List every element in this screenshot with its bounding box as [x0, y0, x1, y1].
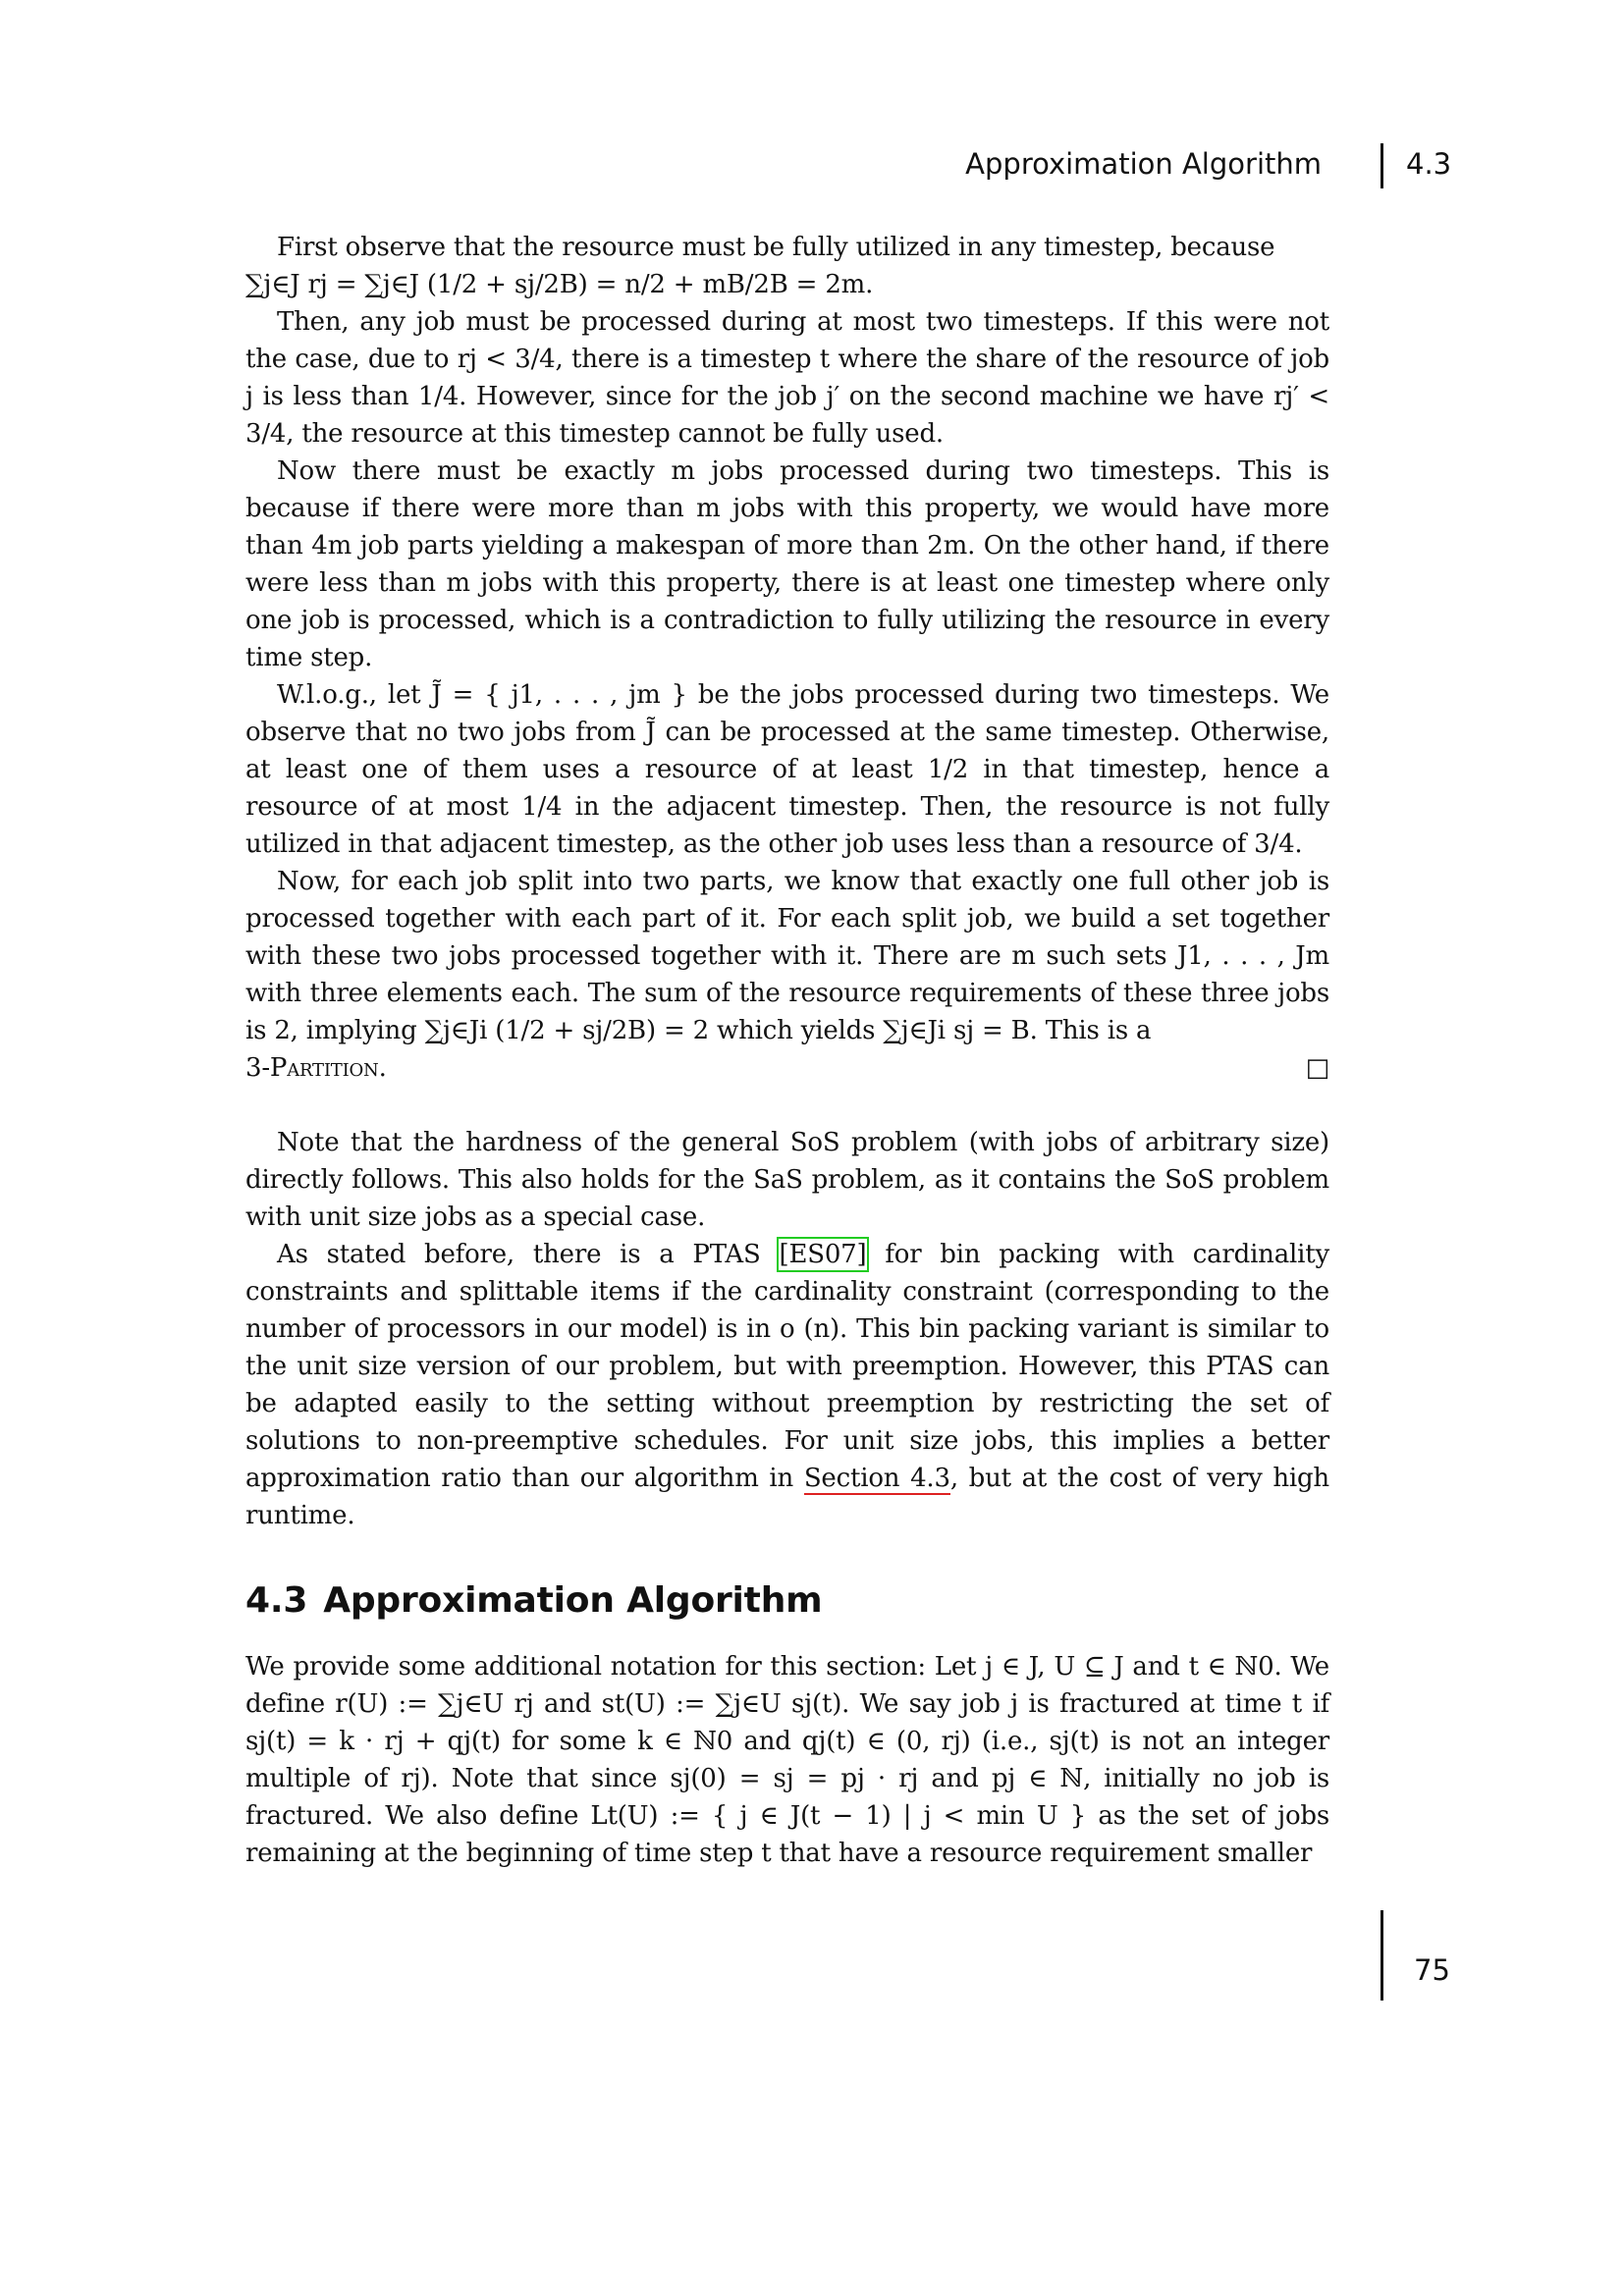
running-head — [0, 143, 1624, 187]
proof-paragraph-5-end — [245, 1049, 1329, 1087]
section-paragraph-1: We provide some additional notation for this section: Let j ∈ J, U ⊆ J and t ∈ ℕ0. We define r(U) := ∑j∈U rj and st(U) := ∑j∈U sj(t). We say job j is fractured at time t if sj(t) = k · rj + qj(t) for some k ∈ ℕ0 and qj(t) ∈ (0, rj) (i.e., sj(t) is not an integer multiple of rj). Note that since sj(0) = sj = pj · rj and pj ∈ ℕ, initially no job is fractured. We also define Lt(U) := { j ∈ J(t − 1) | j < min U } as the set of jobs remaining at the beginning of time step t that have a resource requirement smaller — [245, 1652, 1329, 1868]
remark-paragraph-2-text-a: As stated before, there is a PTAS — [277, 1240, 761, 1269]
proof-paragraph-5 — [245, 863, 1329, 1049]
proof-paragraph-1 — [245, 229, 1329, 303]
remark-paragraph-1: Note that the hardness of the general SoS problem (with jobs of arbitrary size) directly follows. This also holds for the SaS problem, as it contains the SoS problem with unit size jobs as a special case. — [245, 1128, 1329, 1232]
running-head-rule — [1380, 143, 1383, 188]
section-heading-title: Approximation Algorithm — [323, 1580, 823, 1621]
remark-paragraph-2 — [245, 1236, 1329, 1534]
section-heading-number: 4.3 — [245, 1580, 308, 1621]
proof-paragraph-1-text: First observe that the resource must be fully utilized in any timestep, because — [277, 233, 1275, 262]
running-head-title: Approximation Algorithm — [965, 147, 1322, 181]
remark-paragraph-2-text-c: , but at the cost of very high runtime. — [245, 1464, 1329, 1530]
footer-rule — [1380, 1910, 1383, 2001]
section-heading — [245, 1579, 1329, 1623]
qed-symbol: □ — [1305, 1053, 1329, 1083]
remark-paragraph-2-text-b: for bin packing with cardinality constraints and splittable items if the cardinality constraint (corresponding to the number of processors in our model) is in o (n). This bin packing variant is similar to the unit size version of our problem, but with preemption. However, this PTAS can be adapted easily to the setting without preemption by restricting the set of solutions to non-preemptive schedules. For unit size jobs, this implies a better approximation ratio than our algorithm in — [245, 1240, 1329, 1493]
three-partition-term: 3-Partition. — [245, 1053, 387, 1083]
proof-paragraph-2: Then, any job must be processed during at most two timesteps. If this were not the case, due to rj < 3/4, there is a timestep t where the share of the resource of job j is less than 1/4. However, since for the job j′ on the second machine we have rj′ < 3/4, the resource at this timestep cannot be fully used. — [245, 307, 1329, 449]
proof-paragraph-3: Now there must be exactly m jobs processed during two timesteps. This is because if there were more than m jobs with this property, we would have more than 4m job parts yielding a makespan of more than 2m. On the other hand, if there were less than m jobs with this property, there is at least one timestep where only one job is processed, which is a contradiction to fully utilizing the resource in every time step. — [245, 456, 1329, 672]
proof-formula-sum: ∑j∈J rj = ∑j∈J (1/2 + sj/2B) = n/2 + mB/2B = 2m. — [245, 270, 874, 299]
paragraph-gap — [245, 1087, 1329, 1124]
proof-paragraph-5-text: Now, for each job split into two parts, we know that exactly one full other job is processed together with each part of it. For each split job, we build a set together with these two jobs processed together with it. There are m such sets J1, . . . , Jm with three elements each. The sum of the resource requirements of these three jobs is 2, implying ∑j∈Ji (1/2 + sj/2B) = 2 which yields ∑j∈Ji sj = B. This is a — [245, 867, 1329, 1045]
running-head-section-number: 4.3 — [1406, 147, 1452, 181]
citation-link-es07[interactable]: [ES07] — [779, 1240, 867, 1269]
section-ref-link[interactable]: Section 4.3 — [803, 1464, 950, 1493]
proof-paragraph-4: W.l.o.g., let J̃ = { j1, . . . , jm } be the jobs processed during two timesteps. We observe that no two jobs from J̃ can be processed at the same timestep. Otherwise, at least one of them uses a resource of at least 1/2 in that timestep, hence a resource of at most 1/4 in the adjacent timestep. Then, the resource is not fully utilized in that adjacent timestep, as the other job uses less than a resource of 3/4. — [245, 680, 1329, 859]
page-number: 75 — [1414, 1953, 1450, 1987]
page-body — [245, 229, 1329, 1872]
